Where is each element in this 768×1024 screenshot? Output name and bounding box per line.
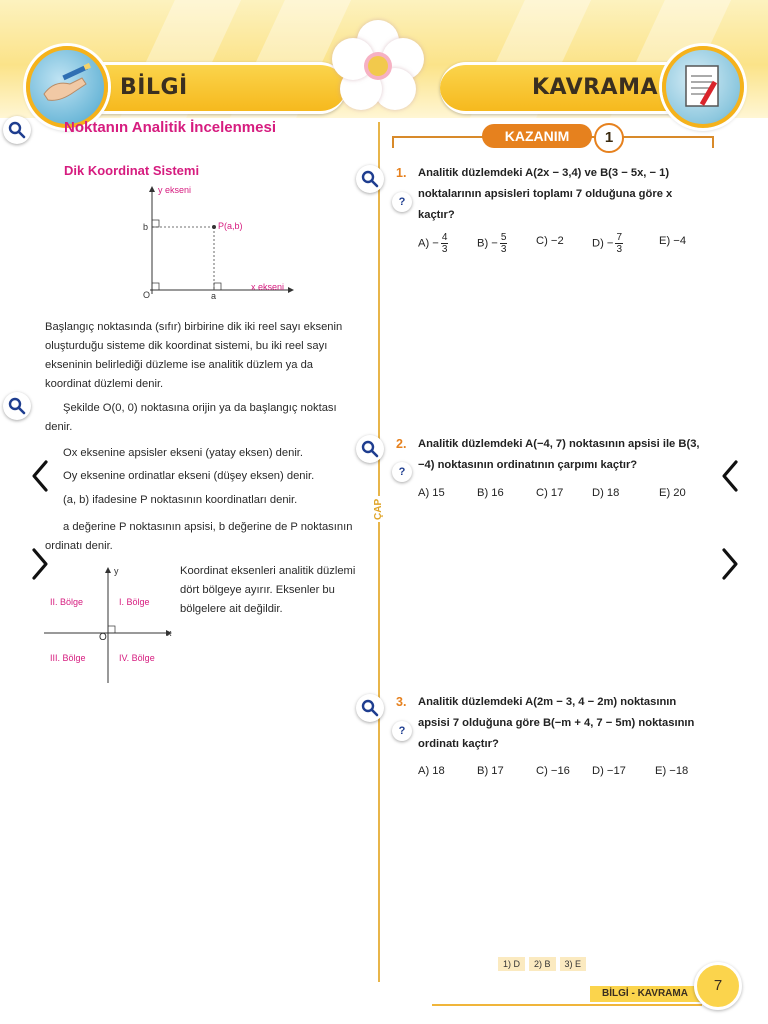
section-title: Noktanın Analitik İncelenmesi <box>64 119 276 136</box>
paragraph: Oy eksenine ordinatlar ekseni (düşey eksen) denir. <box>63 470 315 482</box>
answer-option[interactable]: D) 18 <box>592 487 620 499</box>
hint-button[interactable]: ? <box>392 192 412 212</box>
footer-label: BİLGİ - KAVRAMA <box>590 986 700 1002</box>
answer-key <box>498 957 590 974</box>
hand-writing-icon <box>26 46 108 128</box>
quadrant-label: II. Bölge <box>50 597 84 607</box>
paragraph: Başlangıç noktasında (sıfır) birbirine dik iki reel sayı eksenin oluşturduğu sisteme dik koordinat sistemi, bu iki reel sayı ekseninin belirlediği düzleme ise analitik düzlem ya da koordinat düzlemi denir. <box>45 321 343 390</box>
paragraph: (a, b) ifadesine P noktasının koordinatları denir. <box>63 494 298 506</box>
question-number: 2. <box>396 437 407 451</box>
question-number: 1. <box>396 166 407 180</box>
answer-key-item: 2) B <box>529 957 556 971</box>
a-label: a <box>211 291 217 301</box>
header-left-title: BİLGİ <box>120 75 188 100</box>
kazanim-label: KAZANIM <box>482 124 592 148</box>
search-icon[interactable] <box>3 116 31 144</box>
hint-button[interactable]: ? <box>392 721 412 741</box>
paragraph: a değerine P noktasının apsisi, b değerine de P noktasının ordinatı denir. <box>45 521 353 552</box>
column-divider <box>378 122 380 982</box>
quadrant-label: III. Bölge <box>50 653 86 663</box>
answer-option[interactable]: A) 18 <box>418 765 445 777</box>
question-text: Analitik düzlemdeki A(2m − 3, 4 − 2m) noktasının apsisi 7 olduğuna göre B(−m + 4, 7 − 5m) noktasının ordinatı kaçtır? <box>418 696 695 750</box>
question-number: 3. <box>396 695 407 709</box>
prev-page-arrow-icon[interactable] <box>716 456 744 496</box>
point-label: P(a,b) <box>218 221 243 231</box>
y-label: y <box>114 566 119 576</box>
paragraph: Şekilde O(0, 0) noktasına orijin ya da başlangıç noktası denir. <box>45 402 337 433</box>
question-text: Analitik düzlemdeki A(−4, 7) noktasının apsisi ile B(3, −4) noktasının ordinatının çarpımı kaçtır? <box>418 438 700 471</box>
header-banner-right <box>440 62 690 114</box>
question-text: Analitik düzlemdeki A(2x − 3,4) ve B(3 − 5x, − 1) noktalarının apsisleri toplamı 7 olduğuna göre x kaçtır? <box>418 167 673 221</box>
cap-label: ÇAP <box>368 496 390 522</box>
answer-option[interactable]: C) −2 <box>536 235 564 247</box>
answer-option[interactable]: E) 20 <box>659 487 686 499</box>
x-label: x <box>167 628 172 638</box>
subsection-title: Dik Koordinat Sistemi <box>64 163 200 178</box>
answer-option[interactable]: E) −18 <box>655 765 689 777</box>
paragraph: Ox eksenine apsisler ekseni (yatay eksen) denir. <box>63 447 304 459</box>
answer-option[interactable]: A) − $\frac{4}{3}$ <box>418 232 448 255</box>
quadrant-label: IV. Bölge <box>119 653 155 663</box>
search-icon[interactable] <box>356 694 384 722</box>
answer-option[interactable]: E) −4 <box>659 235 687 247</box>
search-icon[interactable] <box>3 392 31 420</box>
answer-option[interactable]: C) 17 <box>536 487 564 499</box>
origin-label: O <box>99 632 107 643</box>
next-page-arrow-icon[interactable] <box>716 544 744 584</box>
x-axis-label: x ekseni <box>251 282 285 292</box>
prev-page-arrow-icon[interactable] <box>26 456 54 496</box>
answer-option[interactable]: A) 15 <box>418 487 445 499</box>
answer-option[interactable]: B) − $\frac{5}{3}$ <box>477 232 507 255</box>
answer-option[interactable]: D) − $\frac{7}{3}$ <box>592 232 623 255</box>
paragraph: Koordinat eksenleri analitik düzlemi dört bölgeye ayırır. Eksenler bu bölgelere ait değildir. <box>180 565 356 615</box>
notepad-icon <box>662 46 744 128</box>
quadrants-figure <box>40 563 180 687</box>
search-icon[interactable] <box>356 435 384 463</box>
page-number: 7 <box>694 962 742 1010</box>
header-right-title: KAVRAMA <box>532 75 658 100</box>
answer-key-item: 3) E <box>560 957 587 971</box>
hint-button[interactable]: ? <box>392 462 412 482</box>
answer-option[interactable]: D) −17 <box>592 765 626 777</box>
answer-option[interactable]: B) 17 <box>477 765 504 777</box>
answer-option[interactable]: B) 16 <box>477 487 504 499</box>
b-label: b <box>143 222 149 232</box>
quadrant-label: I. Bölge <box>119 597 150 607</box>
y-axis-label: y ekseni <box>158 185 192 195</box>
answer-option[interactable]: C) −16 <box>536 765 570 777</box>
kazanim-number: 1 <box>594 123 624 153</box>
origin-label: O <box>143 290 151 300</box>
flower-decoration-icon <box>330 20 426 116</box>
answer-key-item: 1) D <box>498 957 525 971</box>
search-icon[interactable] <box>356 165 384 193</box>
